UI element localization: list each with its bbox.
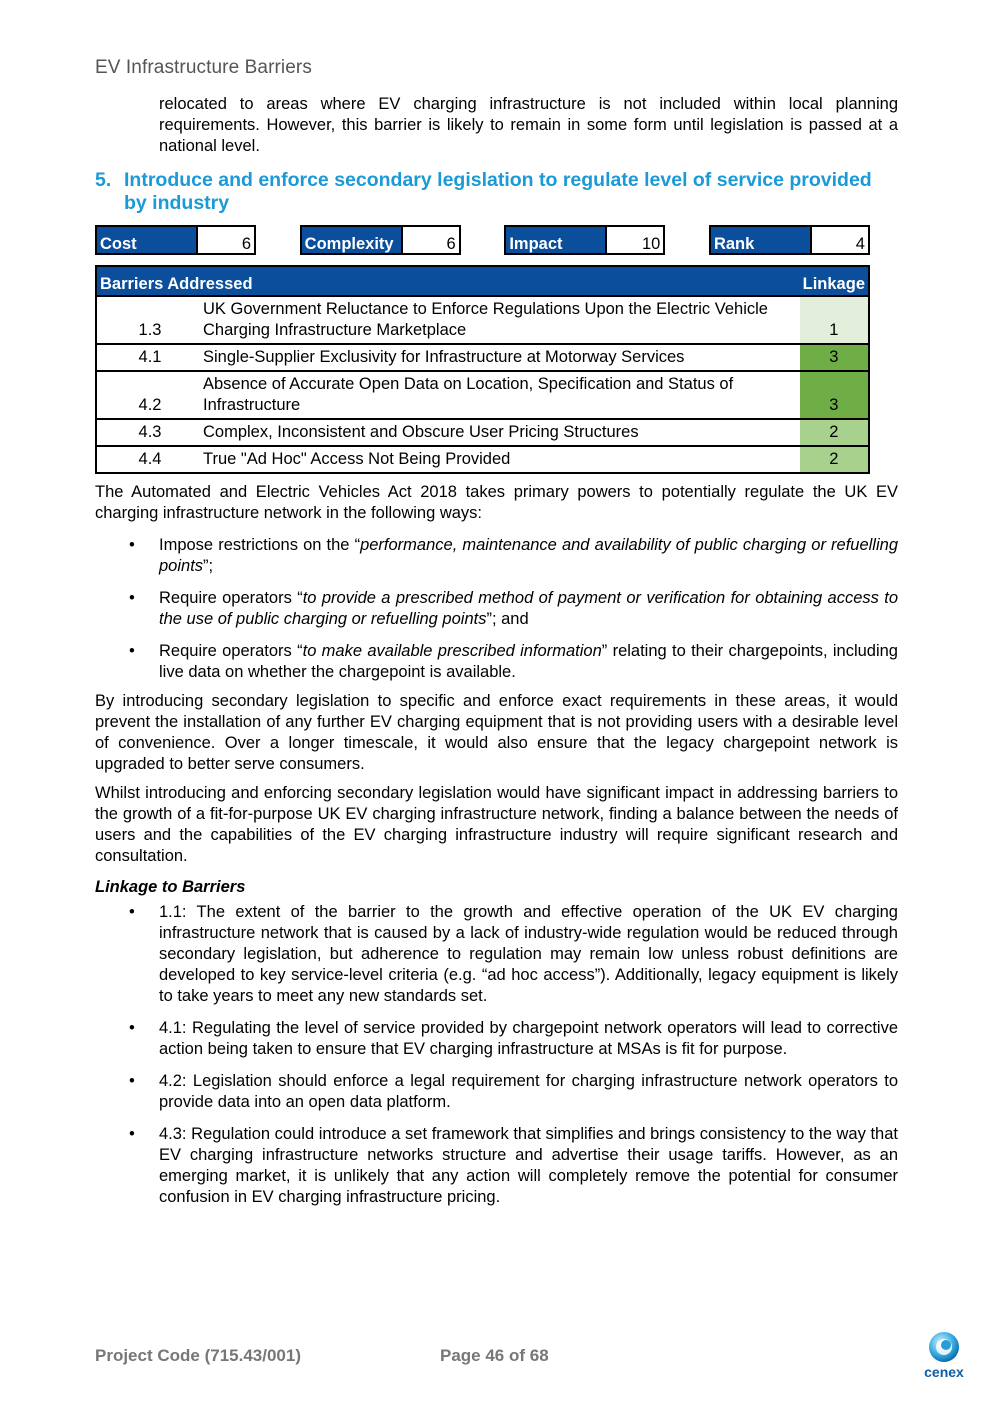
barrier-linkage: 3: [800, 371, 869, 419]
metric-complexity: [300, 225, 461, 255]
table-row: [96, 419, 869, 446]
barrier-linkage: 2: [800, 419, 869, 446]
barriers-header-row: [96, 266, 869, 296]
barrier-code: 4.3: [96, 419, 203, 446]
barrier-desc: True "Ad Hoc" Access Not Being Provided: [203, 446, 800, 473]
linkage-heading: Linkage to Barriers: [95, 878, 246, 896]
list-item: [95, 588, 898, 630]
metric-value: 4: [855, 235, 865, 253]
bullet-text: ”; and: [486, 610, 529, 628]
barrier-code: 4.2: [96, 371, 203, 419]
project-code: Project Code (715.43/001): [95, 1346, 301, 1365]
barrier-linkage: 3: [800, 344, 869, 371]
linkage-header: Linkage: [800, 266, 869, 296]
running-header: EV Infrastructure Barriers: [95, 57, 312, 78]
list-item: [95, 641, 898, 683]
body-paragraph: Whilst introducing and enforcing secondary legislation would have significant impact in addressing barriers to the growth of a fit-for-purpose UK EV charging infrastructure network, finding a balance between the needs of users and the capabilities of the EV charging infrastructure industry will require significant research and consultation.: [95, 784, 898, 865]
bullet-quote: to make available prescribed information: [302, 642, 602, 660]
linkage-text: 4.2: Legislation should enforce a legal requirement for charging infrastructure network operators to provide data into an open data platform.: [159, 1072, 898, 1111]
body-paragraph: By introducing secondary legislation to specific and enforce exact requirements in these areas, it would prevent the installation of any further EV charging equipment that is not providing users with a desirable level of convenience. Over a longer timescale, it would also ensure that the legacy chargepoint network is upgraded to better serve consumers.: [95, 692, 898, 773]
intro-paragraph: relocated to areas where EV charging infrastructure is not included within local planning requirements. However, this barrier is likely to remain in some form until legislation is passed at a national level.: [159, 95, 898, 155]
bullet-text: Require operators “: [159, 642, 303, 660]
bullet-icon: •: [129, 536, 135, 554]
barrier-code: 4.4: [96, 446, 203, 473]
metric-label: Rank: [711, 227, 812, 253]
linkage-list: [95, 902, 898, 1208]
table-row: [96, 296, 869, 344]
barriers-table: [95, 265, 870, 474]
logo-wordmark: cenex: [924, 1364, 964, 1380]
powers-list: [95, 535, 898, 683]
bullet-text: ”;: [203, 557, 214, 575]
bullet-icon: •: [129, 903, 135, 921]
metric-label: Impact: [506, 227, 607, 253]
table-row: [96, 371, 869, 419]
linkage-text: 4.3: Regulation could introduce a set framework that simplifies and brings consistency to the way that EV charging infrastructure networks structure and advertise their usage tariffs. However, as an emerging market, it is unlikely that any action will completely remove the potential for consumer confusion in EV charging infrastructure pricing.: [159, 1125, 898, 1206]
barrier-desc: Absence of Accurate Open Data on Location, Specification and Status of Infrastructure: [203, 371, 800, 419]
metric-rank: [709, 225, 870, 255]
barrier-linkage: 1: [800, 296, 869, 344]
list-item: [95, 1018, 898, 1060]
barrier-desc: UK Government Reluctance to Enforce Regulations Upon the Electric Vehicle Charging Infrastructure Marketplace: [203, 296, 800, 344]
page-number: Page 46 of 68: [440, 1346, 549, 1365]
table-row: [96, 344, 869, 371]
metric-value: 6: [241, 235, 251, 253]
bullet-quote: performance, maintenance and availability of public charging or refuelling points: [159, 536, 898, 575]
barrier-code: 4.1: [96, 344, 203, 371]
bullet-quote: to provide a prescribed method of payment or verification for obtaining access to the use of public charging or refuelling points: [159, 589, 898, 628]
list-item: [95, 1071, 898, 1113]
barrier-linkage: 2: [800, 446, 869, 473]
metric-impact: [504, 225, 665, 255]
metric-value: 6: [446, 235, 456, 253]
list-item: [95, 1124, 898, 1208]
metric-value: 10: [641, 235, 661, 253]
table-row: [96, 446, 869, 473]
bullet-text: ” relating to their chargepoints, including live data on whether the chargepoint is available.: [159, 642, 898, 681]
metrics-row: [95, 225, 870, 255]
bullet-icon: •: [129, 1072, 135, 1090]
barrier-desc: Single-Supplier Exclusivity for Infrastructure at Motorway Services: [203, 344, 800, 371]
barrier-desc: Complex, Inconsistent and Obscure User Pricing Structures: [203, 419, 800, 446]
bullet-icon: •: [129, 1125, 135, 1143]
list-item: [95, 902, 898, 1007]
body-paragraph: The Automated and Electric Vehicles Act 2018 takes primary powers to potentially regulate the UK EV charging infrastructure network in the following ways:: [95, 483, 898, 522]
page-content: [95, 94, 898, 1208]
bullet-text: Require operators “: [159, 589, 303, 607]
cenex-logo: [915, 1330, 973, 1382]
linkage-text: 4.1: Regulating the level of service provided by chargepoint network operators will lead to corrective action being taken to ensure that EV charging infrastructure at MSAs is fit for purpose.: [159, 1019, 898, 1058]
barriers-header: Barriers Addressed: [96, 266, 800, 296]
linkage-text: 1.1: The extent of the barrier to the growth and effective operation of the UK EV charging infrastructure network that is caused by a lack of industry-wide regulation would be reduced through secondary legislation, but adherence to regulation may remain low unless robust definitions are developed to key service-level criteria (e.g. “ad hoc access”). Additionally, legacy equipment is likely to take years to meet any new standards set.: [159, 903, 898, 1005]
section-heading: [95, 169, 898, 215]
metric-cost: [95, 225, 256, 255]
list-item: [95, 535, 898, 577]
barrier-code: 1.3: [96, 296, 203, 344]
metric-label: Cost: [97, 227, 198, 253]
bullet-icon: •: [129, 642, 135, 660]
bullet-icon: •: [129, 1019, 135, 1037]
section-number: 5.: [95, 169, 112, 191]
metric-label: Complexity: [302, 227, 403, 253]
bullet-text: Impose restrictions on the “: [159, 536, 361, 554]
section-title: Introduce and enforce secondary legislation to regulate level of service provided by industry: [124, 169, 872, 214]
bullet-icon: •: [129, 589, 135, 607]
